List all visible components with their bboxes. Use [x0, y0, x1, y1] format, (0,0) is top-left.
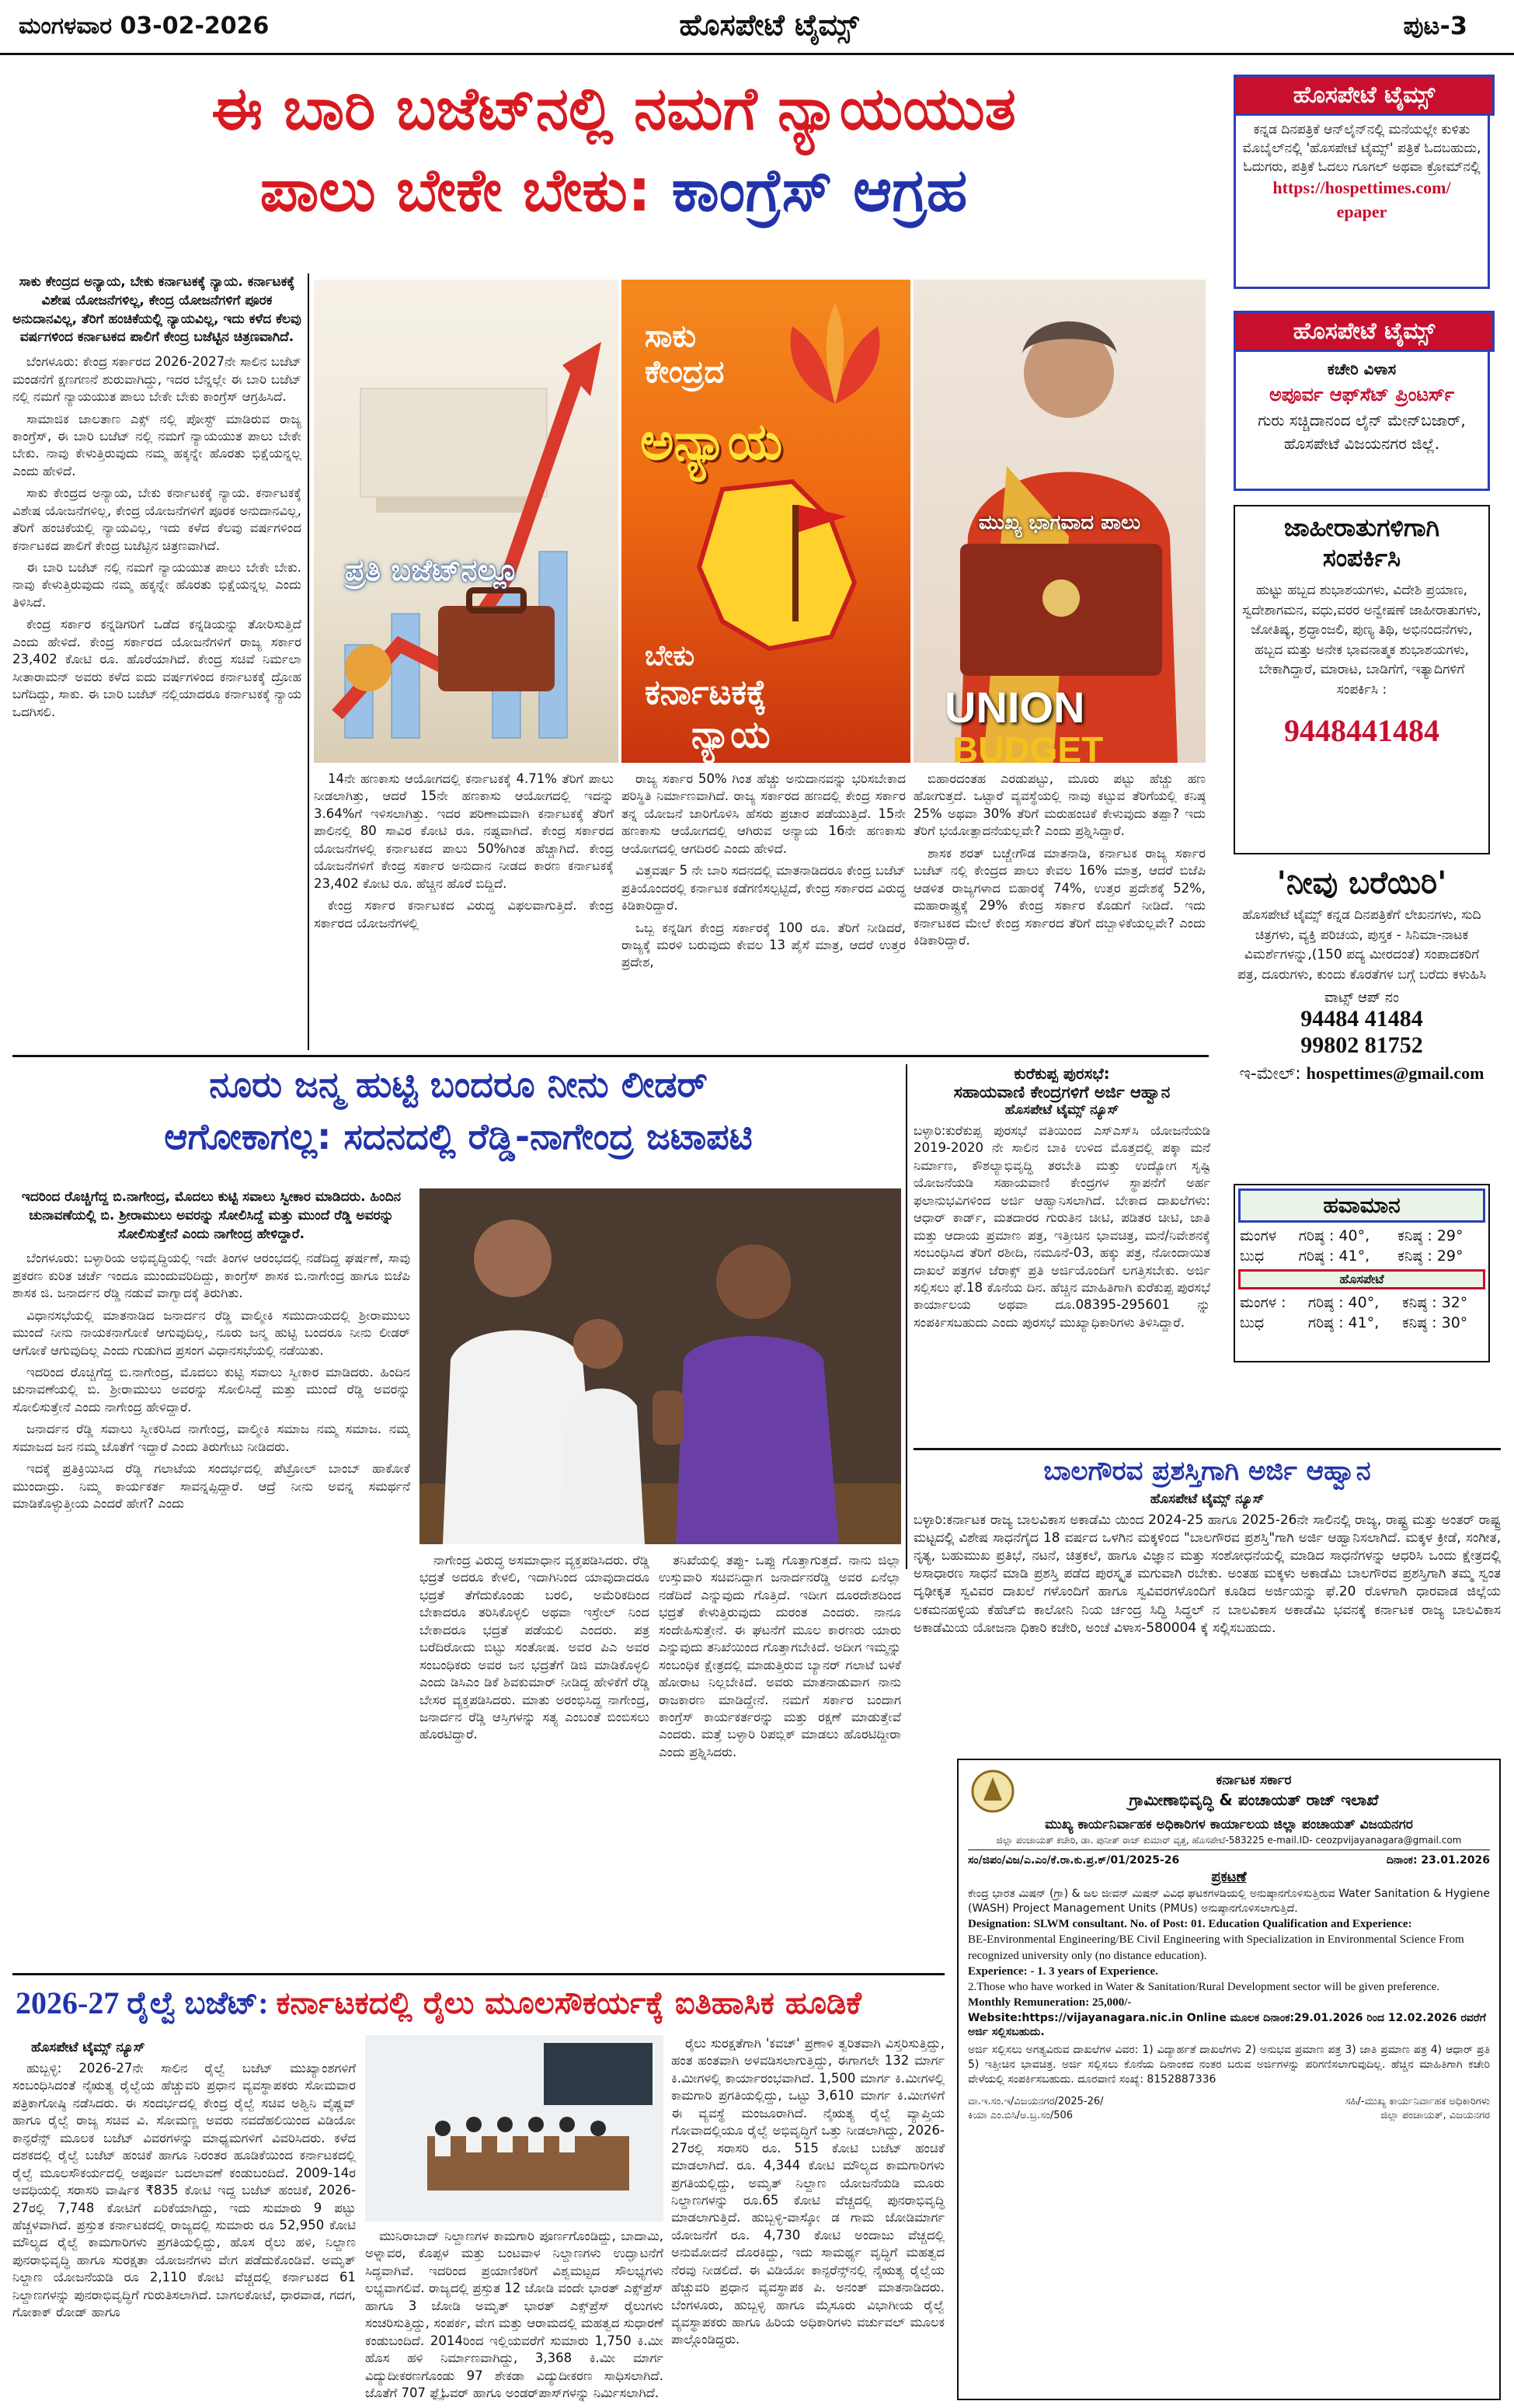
epaper-box: ಕನ್ನಡ ದಿನಪತ್ರಿಕೆ ಆನ್‌ಲೈನ್‌ನಲ್ಲಿ ಮನೆಯಲ್ಲೇ ಕುಳಿತು ಮೊಬೈಲ್‌ನಲ್ಲಿ 'ಹೊಸಪೇಟೆ ಟೈಮ್ಸ್' ಪತ್ರಿಕೆ ಓದಬಹುದು, ಓದುಗರು, ಪತ್ರಿಕೆ ಓದಲು ಗೂಗಲ್ ಅಥವಾ ಕ್ರೋಮ್‌ನಲ್ಲಿ https://hospettimes.com/ epaper: [1234, 113, 1490, 289]
sidebar-brand-2: ಹೊಸಪೇಟೆ ಟೈಮ್ಸ್: [1234, 311, 1495, 352]
story1-photo-poster: [621, 280, 910, 763]
ads-box: ಜಾಹೀರಾತುಗಳಿಗಾಗಿ ಸಂಪರ್ಕಿಸಿ ಹುಟ್ಟು ಹಬ್ಬದ ಶುಭಾಶಯಗಳು, ವಿದೇಶಿ ಪ್ರಯಾಣ, ಸ್ವದೇಶಾಗಮನ, ವಧು,ವರರ ಅನ್ವೇಷಣೆ ಜಾಹೀರಾತುಗಳು, ಜೋತಿಷ್ಯ, ಶ್ರದ್ಧಾಂಜಲಿ, ಪುಣ್ಯ ತಿಥಿ, ಅಭಿನಂದನೆಗಳು, ಹಬ್ಬದ ಮತ್ತು ಅನೇಕ ಭಾವನಾತ್ಮಕ ಶುಭಾಶಯಗಳು, ಬೇಕಾಗಿದ್ದಾರೆ, ಮಾರಾಟ, ಬಾಡಿಗೆಗೆ, ಇತ್ಯಾದಿಗಳಿಗೆ ಸಂಪರ್ಕಿಸಿ : 9448441484: [1234, 505, 1490, 854]
story1-col3: ರಾಜ್ಯ ಸರ್ಕಾರ 50% ಗಿಂತ ಹೆಚ್ಚು ಅನುದಾನವನ್ನು ಭರಿಸಬೇಕಾದ ಪರಿಸ್ಥಿತಿ ನಿರ್ಮಾಣವಾಗಿದೆ. ರಾಜ್ಯ ಸರ್ಕಾರದ ಹಣದಲ್ಲಿ ಕೇಂದ್ರ ಸರ್ಕಾರ ತನ್ನ ಯೋಜನೆ ಜಾರಿಗೊಳಿಸಿ ಹೆಸರು ಪ್ರಚಾರ ಪಡೆಯುತ್ತಿದೆ. 15ನೇ ಹಣಕಾಸು ಆಯೋಗದಲ್ಲಿ ಆಗಿರುವ ಅನ್ಯಾಯ 16ನೇ ಹಣಕಾಸು ಆಯೋಗದಲ್ಲಿ ಆಗದಿರಲಿ ಎಂದು ಹೇಳಿದೆ. ವಿತ್ತವರ್ಷ 5 ನೇ ಬಾರಿ ಸದನದಲ್ಲಿ ಮಾತನಾಡಿದರೂ ಕೇಂದ್ರ ಬಜೆಟ್ ಪ್ರತಿಯೊಂದರಲ್ಲಿ ಕರ್ನಾಟಕ ಕಡೆಗಣಿಸಲ್ಪಟ್ಟಿದೆ, ಕೇಂದ್ರ ಸರ್ಕಾರದ ವಿರುದ್ಧ ಕಿಡಿಕಾರಿದ್ದಾರೆ. ಒಬ್ಬ ಕನ್ನಡಿಗ ಕೇಂದ್ರ ಸರ್ಕಾರಕ್ಕೆ 100 ರೂ. ತೆರಿಗೆ ನೀಡಿದರೆ, ರಾಜ್ಯಕ್ಕೆ ಮರಳಿ ಬರುವುದು ಕೇವಲ 13 ಪೈಸೆ ಮಾತ್ರ, ಆದರೆ ಉತ್ತರ ಪ್ರದೇಶ,: [621, 771, 906, 970]
email-row: ಇ-ಮೇಲ್: hospettimes@gmail.com: [1239, 1063, 1484, 1084]
notice-website[interactable]: Website:https://vijayanagara.nic.in Online ಮೂಲಕ ದಿನಾಂಕ:29.01.2026 ರಿಂದ 12.02.2026 ರವರೆಗೆ ಅರ್ಜಿ ಸಲ್ಲಿಸಬಹುದು.: [968, 2011, 1486, 2039]
story1-col2: 14ನೇ ಹಣಕಾಸು ಆಯೋಗದಲ್ಲಿ ಕರ್ನಾಟಕಕ್ಕೆ 4.71% ತೆರಿಗೆ ಪಾಲು ನೀಡಲಾಗಿತ್ತು, ಆದರೆ 15ನೇ ಹಣಕಾಸು ಆಯೋಗದಲ್ಲಿ ಇದನ್ನು 3.64%ಗೆ ಇಳಿಸಲಾಗಿತ್ತು. ಇದರ ಪರಿಣಾಮವಾಗಿ ಕರ್ನಾಟಕಕ್ಕೆ ತೆರಿಗೆ ಪಾಲಿನಲ್ಲಿ 80 ಸಾವಿರ ಕೋಟಿ ರೂ. ನಷ್ಟವಾಗಿದೆ. ಕೇಂದ್ರ ಸರ್ಕಾರದ ಯೋಜನೆಗಳಲ್ಲಿ ಕರ್ನಾಟಕದ ಪಾಲು 50%ಗಿಂತ ಹೆಚ್ಚಾಗಿದೆ. ಕೇಂದ್ರ ಯೋಜನೆಗಳಿಗೆ ಕೇಂದ್ರ ಸರ್ಕಾರ ಅನುದಾನ ನೀಡದ ಕಾರಣ ಕರ್ನಾಟಕಕ್ಕೆ 23,402 ಕೋಟಿ ರೂ. ಹೆಚ್ಚಿನ ಹೊರೆ ಬಿದ್ದಿದೆ. ಕೇಂದ್ರ ಸರ್ಕಾರ ಕರ್ನಾಟಕದ ವಿರುದ್ಧ ವಿಫಲವಾಗುತ್ತಿದೆ. ಕೇಂದ್ರ ಸರ್ಕಾರದ ಯೋಜನೆಗಳಲ್ಲಿ: [314, 771, 614, 931]
weather-title: ಹವಾಮಾನ: [1238, 1188, 1485, 1223]
story1-photo-budget-chart: [314, 280, 618, 763]
story2-col3: ತನಿಖೆಯಲ್ಲಿ ತಪ್ಪು- ಒಪ್ಪು ಗೊತ್ತಾಗುತ್ತದೆ. ನಾನು ಜಿಲ್ಲಾ ಉಸ್ತುವಾರಿ ಸಚಿವನಿದ್ದಾಗ ಜನಾರ್ದನರೆಡ್ಡಿ ಅವರ ಏನೆಲ್ಲಾ ನಡೆದಿದೆ ಎನ್ನುವುದು ಗೊತ್ತಿದೆ. ಇದೀಗ ದೂರದೇಶದಿಂದ ಭದ್ರತೆ ಕೇಳುತ್ತಿರುವುದು ದುರಂತ ಎಂದರು. ನಾನೂ ಸಂದೇಹಿಸುತ್ತೇನೆ. ಈ ಘಟನೆಗೆ ಮೂಲ ಕಾರಣರು ಯಾರು ಎನ್ನುವುದು ತನಿಖೆಯಿಂದ ಗೊತ್ತಾಗಬೇಕಿದೆ. ಅದೀಗ ಇಮ್ಮನ್ನು ಸಂಬಂಧಿಕ ಕ್ಷೇತ್ರದಲ್ಲಿ ಮಾಡುತ್ತಿರುವ ಬ್ಯಾನರ್ ಗಲಾಟೆ ಬಳಕೆ ಹೋರಾಟ ನಿಲ್ಲಬೇಕಿದೆ. ಅವರು ಮಾತನಾಡುವಾಗ ನಾನು ರಾಜಕಾರಣ ಮಾಡಿದ್ದೇನೆ. ನಮಗೆ ಸರ್ಕಾರ ಬಂದಾಗ ಕಾಂಗ್ರೆಸ್ ಕಾರ್ಯಕರ್ತರನ್ನು ಮತ್ತು ರಕ್ಷಣೆ ಮಾಡುತ್ತೇವೆ ಎಂದರು. ಮತ್ತೆ ಬಳ್ಳಾರಿ ರಿಪಬ್ಲಿಕ್ ಮಾಡಲು ಹೊರಟಿದ್ದೀರಾ ಎಂದು ಪ್ರಶ್ನಿಸಿದರು.: [659, 1553, 901, 1759]
poster2-bottom1: ಬೇಕು: [645, 640, 695, 672]
story1-headline-line2: ಪಾಲು ಬೇಕೇ ಬೇಕು: ಕಾಂಗ್ರೆಸ್ ಆಗ್ರಹ: [259, 155, 968, 225]
ads-phone[interactable]: 9448441484: [1284, 713, 1439, 748]
story5-headline[interactable]: ಬಾಲಗೌರವ ಪ್ರಶಸ್ತಿಗಾಗಿ ಅರ್ಜಿ ಆಹ್ವಾನ: [1043, 1456, 1371, 1487]
story3-col3: ರೈಲು ಸುರಕ್ಷತೆಗಾಗಿ 'ಕವಚ್' ಪ್ರಣಾಳಿ ತ್ವರಿತವಾಗಿ ವಿಸ್ತರಿಸುತ್ತಿದ್ದು, ಹಂತ ಹಂತವಾಗಿ ಅಳವಡಿಸಲಾಗುತ್ತಿದ್ದು, ಈಗಾಗಲೇ 132 ಮಾರ್ಗ ಕಿ.ಮೀಗಳಲ್ಲಿ ಕಾರ್ಯಾರಂಭವಾಗಿದೆ. 1,500 ಮಾರ್ಗ ಕಿ.ಮೀಗಳಲ್ಲಿ ಕಾಮಗಾರಿ ಪ್ರಗತಿಯಲ್ಲಿದ್ದು, ಒಟ್ಟು 3,610 ಮಾರ್ಗ ಕಿ.ಮೀಗಳಿಗೆ ಈ ವ್ಯವಸ್ಥೆ ಮಂಜೂರಾಗಿದೆ. ನೈಋತ್ಯ ರೈಲ್ವೆ ವ್ಯಾಪ್ತಿಯ ಗೋವಾದಲ್ಲಿಯೂ ರೈಲ್ವೆ ಅಭಿವೃದ್ಧಿಗೆ ಒತ್ತು ನೀಡಲಾಗಿದ್ದು, 2026-27ರಲ್ಲಿ ಸರಾಸರಿ ರೂ. 515 ಕೋಟಿ ಬಜೆಟ್ ಹಂಚಿಕೆ ಮಾಡಲಾಗಿದೆ. ರೂ. 4,344 ಕೋಟಿ ಮೌಲ್ಯದ ಕಾಮಗಾರಿಗಳು ಪ್ರಗತಿಯಲ್ಲಿದ್ದು, ಅಮೃತ್ ನಿಲ್ದಾಣ ಯೋಜನೆಯಡಿ ಮೂರು ನಿಲ್ದಾಣಗಳನ್ನು ರೂ.65 ಕೋಟಿ ವೆಚ್ಚದಲ್ಲಿ ಪುನರಾಭಿವೃದ್ಧಿ ಮಾಡಲಾಗುತ್ತಿದೆ. ಹುಬ್ಬಳ್ಳಿ-ವಾಸ್ಕೋ ಡ ಗಾಮ ಜೋಡಿಮಾರ್ಗ ಯೋಜನೆಗೆ ರೂ. 4,730 ಕೋಟಿ ಅಂದಾಜು ವೆಚ್ಚದಲ್ಲಿ ಅನುಮೋದನೆ ದೊರಕಿದ್ದು, ಇದು ಸಾಮರ್ಥ್ಯ ವೃದ್ಧಿಗೆ ಮಹತ್ವದ ನೆರವು ನೀಡಲಿದೆ. ಈ ವಿಡಿಯೋ ಕಾನ್ಫರೆನ್ಸ್‌ನಲ್ಲಿ ನೈಋತ್ಯ ರೈಲ್ವೆಯ ಹೆಚ್ಚುವರಿ ಪ್ರಧಾನ ವ್ಯವಸ್ಥಾಪಕ ಪಿ. ಅನಂತ್ ಮಾತನಾಡಿದರು. ಬೆಂಗಳೂರು, ಹುಬ್ಬಳ್ಳಿ ಹಾಗೂ ಮೈಸೂರು ವಿಭಾಗೀಯ ರೈಲ್ವೆ ವ್ಯವಸ್ಥಾಪಕರು ಹಾಗೂ ಹಿರಿಯ ಅಧಿಕಾರಿಗಳು ವರ್ಚುವಲ್ ಮೂಲಕ ಪಾಲ್ಗೊಂಡಿದ್ದರು.: [671, 2036, 945, 2347]
video-conference-photo: [365, 2035, 663, 2222]
story3-headline[interactable]: 2026-27 ರೈಲ್ವೆ ಬಜೆಟ್: ಕರ್ನಾಟಕದಲ್ಲಿ ರೈಲು ಮೂಲಸೌಕರ್ಯಕ್ಕೆ ಐತಿಹಾಸಿಕ ಹೂಡಿಕೆ: [16, 1985, 861, 2021]
phone-1[interactable]: 94484 41484: [1300, 1006, 1423, 1032]
story2-col2: ನಾಗೇಂದ್ರ ವಿರುದ್ಧ ಅಸಮಾಧಾನ ವ್ಯಕ್ತಪಡಿಸಿದರು. ರೆಡ್ಡಿ ಭದ್ರತೆ ಅದರೂ ಕೇಳಲಿ, ಇದಾಗಿನಿಂದ ಯಾವುದಾದರೂ ಭದ್ರತೆ ತೆಗೆದುಕೊಂಡು ಬರಲಿ, ಅಮೆರಿಕದಿಂದ ಬೇಕಾದರೂ ತರಿಸಿಕೊಳ್ಳಲಿ ಅಥವಾ ಇಸ್ರೇಲ್ ನಿಂದ ಬೇಕಾದರೂ ಭದ್ರತೆ ಪಡೆಯಲಿ ಎಂದರು. ಪತ್ರ ಬರೆದಿರೋದು ಬಿಟ್ಟು ಸಂತೋಷ. ಅವರ ಪಿಎ ಅವರ ಸಂಬಂಧಿಕರು ಅವರ ಜನ ಭದ್ರತೆಗೆ ಡಿಜಿ ಮಾಡಿಕೊಳ್ಳಲಿ ಎಂದು ಡಿಸಿಎಂ ಡಿಕೆ ಶಿವಕುಮಾರ್ ನೀಡಿದ್ದ ಹೇಳಿಕೆಗೆ ರೆಡ್ಡಿ ಬೇಸರ ವ್ಯಕ್ತಪಡಿಸಿದರು. ಮಾತು ಅರಂಭಿಸಿದ್ದ ನಾಗೇಂದ್ರ, ಜನಾರ್ದನ ರೆಡ್ಡಿ ಆಸ್ತಿಗಳನ್ನು ಸತ್ಯ ಎಂಬಂತೆ ಬಿಂಬಿಸಲು ಹೊರಟಿದ್ದಾರೆ.: [419, 1553, 649, 1742]
story5: ಬಾಲಗೌರವ ಪ್ರಶಸ್ತಿಗಾಗಿ ಅರ್ಜಿ ಆಹ್ವಾನ ಹೊಸಪೇಟೆ ಟೈಮ್ಸ್ ನ್ಯೂಸ್ ಬಳ್ಳಾರಿ:ಕರ್ನಾಟಕ ರಾಜ್ಯ ಬಾಲವಿಕಾಸ ಅಕಾಡೆಮಿ ಯಿಂದ 2024-25 ಹಾಗೂ 2025-26ನೇ ಸಾಲಿನಲ್ಲಿ ರಾಜ್ಯ, ರಾಷ್ಟ್ರ ಮತ್ತು ಅಂತರ್ ರಾಷ್ಟ್ರ ಮಟ್ಟದಲ್ಲಿ ವಿಶೇಷ ಸಾಧನೆಗೈದ 18 ವರ್ಷದ ಒಳಗಿನ ಮಕ್ಕಳಿಂದ "ಬಾಲಗೌರವ ಪ್ರಶಸ್ತಿ"ಗಾಗಿ ಅರ್ಜಿ ಆಹ್ವಾನಿಸಲಾಗಿದೆ. ಮಕ್ಕಳ ಕ್ರೀಡೆ, ಸಂಗೀತ, ನೃತ್ಯ, ಬಹುಮುಖ ಪ್ರತಿಭೆ, ನಟನೆ, ಚಿತ್ರಕಲೆ, ಹಾಗೂ ವಿಜ್ಞಾನ ಮತ್ತು ಸಂಶೋಧನೆಯಲ್ಲಿ ಮಾಡಿದ ಸಾಧನೆಗಳನ್ನು ಆಧರಿಸಿ ಒಂದು ಕ್ಷೇತ್ರದಲ್ಲಿ ಅಸಾಧಾರಣ ಸಾಧನೆ ಮಾಡಿ ಪ್ರಶಸ್ತಿ ಪಡೆದ ಪುರಸ್ಕೃತ ಮಗುವಾಗಿ ರಬೇಕು. ಅಂತಹ ಮಕ್ಕಳು ಅಕಾಡೆಮಿ ಬಾಲಗೌರವ ಪ್ರಶಸ್ತಿಗಾಗಿ ತಮ್ಮ ಸ್ವಂತ ದೃಢೀಕೃತ ಸ್ವವಿವರ ದಾಖಲೆ ಗಳೊಂದಿಗೆ ಹಾಗೂ ಸ್ವವಿವರಗಳೊಂದಿಗೆ ಕೂಡಿದ ಅರ್ಜಿಯನ್ನು ಫೆ.20 ರೊಳಗಾಗಿ ಧಾರವಾಡ ಜಿಲ್ಲೆಯ ಲಕಮನಹಳ್ಳಿಯ ಕೆಹೆಚ್‌ಬಿ ಕಾಲೋನಿ ನಿಯ ರ್ಚಂದ್ರ ಸಿದ್ಧಿ ಸಿದ್ಧಲ್ ನ ಬಾಲವಿಕಾಸ ಅಕಾಡೆಮಿ ಭವನಕ್ಕೆ ಕರ್ನಾಟಕ ರಾಜ್ಯ ಬಾಲವಿಕಾಸ ಅಕಾಡೆಮಿಯ ಯೋಜನಾ ಧಿಕಾರಿ ಕಚೇರಿ, ಅಂಚೆ ವಿಳಾಸ-580004 ಕ್ಕೆ ಸಲ್ಲಿಸಬಹುದು.: [914, 1456, 1501, 1636]
story2-col1: ಇದರಿಂದ ರೊಚ್ಚಿಗೆದ್ದ ಬಿ.ನಾಗೇಂದ್ರ, ಮೊದಲು ಕುಟ್ಟಿ ಸವಾಲು ಸ್ವೀಕಾರ ಮಾಡಿದರು. ಹಿಂದಿನ ಚುನಾವಣೆಯಲ್ಲಿ ಬಿ. ಶ್ರೀರಾಮುಲು ಅವರನ್ನು ಸೋಲಿಸಿದ್ದೆ ಮತ್ತು ಮುಂದೆ ರೆಡ್ಡಿ ಅವರನ್ನು ಸೋಲಿಸುತ್ತೇನೆ ಎಂದು ನಾಗೇಂದ್ರ ಹೇಳಿದ್ದಾರೆ. ಬೆಂಗಳೂರು: ಬಳ್ಳಾರಿಯ ಅಭಿವೃದ್ಧಿಯಲ್ಲಿ ಇದೇ ತಿಂಗಳ ಆರಂಭದಲ್ಲಿ ನಡೆದಿದ್ದ ಘರ್ಷಣೆ, ಸಾವು ಪ್ರಕರಣ ಕುರಿತ ಚರ್ಚೆ ಇಂದೂ ಮುಂದುವರಿದಿದ್ದು, ಕಾಂಗ್ರೆಸ್ ಶಾಸಕ ಬಿ.ನಾಗೇಂದ್ರ ಹಾಗೂ ಬಿಜೆಪಿ ಶಾಸಕ ಜಿ. ಜನಾರ್ದನ ರೆಡ್ಡಿ ನಡುವೆ ವಾಗ್ವಾದಕ್ಕೆ ತಿರುಗಿತು. ವಿಧಾನಸಭೆಯಲ್ಲಿ ಮಾತನಾಡಿದ ಜನಾರ್ದನ ರೆಡ್ಡಿ ವಾಲ್ಮೀಕಿ ಸಮುದಾಯದಲ್ಲಿ ಶ್ರೀರಾಮುಲು ಮುಂದೆ ನೀನು ನಾಯಕನಾಗೋಕೆ ಆಗುವುದಿಲ್ಲ, ನೂರು ಜನ್ಮ ಹುಟ್ಟಿ ಬಂದರೂ ನೀನು ಲೀಡರ್ ಆಗೋಕೆ ಆಗುವುದಿಲ್ಲ ಎಂದು ಗುಡುಗಿದ ಪ್ರಸಂಗ ವಿಧಾನಸಭೆಯಲ್ಲಿ ನಡೆಯಿತು. ಇದರಿಂದ ರೊಚ್ಚಿಗೆದ್ದ ಬಿ.ನಾಗೇಂದ್ರ, ಮೊದಲು ಕುಟ್ಟಿ ಸವಾಲು ಸ್ವೀಕಾರ ಮಾಡಿದರು. ಹಿಂದಿನ ಚುನಾವಣೆಯಲ್ಲಿ ಬಿ. ಶ್ರೀರಾಮುಲು ಅವರನ್ನು ಸೋಲಿಸಿದ್ದೆ ಮತ್ತು ಮುಂದೆ ರೆಡ್ಡಿ ಅವರನ್ನು ಸೋಲಿಸುತ್ತೇನೆ ಎಂದು ನಾಗೇಂದ್ರ ಹೇಳಿದ್ದಾರೆ. ಜನಾರ್ದನ ರೆಡ್ಡಿ ಸವಾಲು ಸ್ವೀಕರಿಸಿದ ನಾಗೇಂದ್ರ, ವಾಲ್ಮೀಕಿ ಸಮಾಜ ನಮ್ಮ ಸಮಾಜ. ನಮ್ಮ ಸಮಾಜದ ಜನ ನಮ್ಮ ಜೊತೆಗೆ ಇದ್ದಾರೆ ಎಂದು ತಿರುಗೇಟು ನೀಡಿದರು. ಇದಕ್ಕೆ ಪ್ರತಿಕ್ರಿಯಿಸಿದ ರೆಡ್ಡಿ ಗಲಾಟೆಯ ಸಂದರ್ಭದಲ್ಲಿ ಪೆಟ್ರೋಲ್ ಬಾಂಬ್ ಹಾಕೋಕೆ ಮುಂದಾದ್ರು. ನಿಮ್ಮ ಕಾರ್ಯಕರ್ತ ಸಾವನ್ನಪ್ಪಿದ್ದಾರೆ. ಆದ್ರೆ ನೀನು ಅವನ್ನ ಸಮರ್ಥನೆ ಮಾಡಿಕೊಳ್ಳುತ್ತೀಯ ಎಂದರೆ ಹೇಗೆ? ಎಂದು: [12, 1189, 410, 1512]
story2-headline[interactable]: ನೂರು ಜನ್ಮ ಹುಟ್ಟಿ ಬಂದರೂ ನೀನು ಲೀಡರ್ ಆಗೋಕಾಗಲ್ಲ: ಸದನದಲ್ಲಿ ರೆಡ್ಡಿ-ನಾಗೇಂದ್ರ ಜಟಾಪಟಿ: [164, 1063, 753, 1157]
karnataka-map-icon: [676, 474, 870, 652]
phone-2[interactable]: 99802 81752: [1300, 1032, 1423, 1058]
poster2-bottom3: ನ್ಯಾಯ: [691, 713, 771, 757]
story4: ಕುರೆಕುಪ್ಪ ಪುರಸಭೆ: ಸಹಾಯವಾಣಿ ಕೇಂದ್ರಗಳಿಗೆ ಅರ್ಜಿ ಆಹ್ವಾನ ಹೊಸಪೇಟೆ ಟೈಮ್ಸ್ ನ್ಯೂಸ್ ಬಳ್ಳಾರಿ:ಕುರೆಕುಪ್ಪ ಪುರಸಭೆ ವತಿಯಿಂದ ಎಸ್‌ಎಸ್‌ಸಿ ಯೋಜನೆಯಡಿ 2019-2020 ನೇ ಸಾಲಿನ ಬಾಕಿ ಉಳಿದ ಮೊತ್ತದಲ್ಲಿ ಪಕ್ಕಾ ಮನೆ ನಿರ್ಮಾಣ, ಕೌಶಲ್ಯಾಭಿವೃದ್ಧಿ ತರಬೇತಿ ಮತ್ತು ಉದ್ಯೋಗ ಸೃಷ್ಟಿ ಯೋಜನೆಯಡಿ ಸಹಾಯವಾಣಿ ಕೇಂದ್ರಗಳ ಸ್ಥಾಪನೆಗೆ ಅರ್ಹ ಫಲಾನುಭವಿಗಳಿಂದ ಅರ್ಜಿ ಆಹ್ವಾನಿಸಲಾಗಿದೆ. ಬೇಕಾದ ದಾಖಲೆಗಳು: ಆಧಾರ್ ಕಾರ್ಡ್, ಮತದಾರರ ಗುರುತಿನ ಚೀಟಿ, ಪಡಿತರ ಚೀಟಿ, ಜಾತಿ ಮತ್ತು ಆದಾಯ ಪ್ರಮಾಣ ಪತ್ರ, ಇತ್ತೀಚಿನ ಭಾವಚಿತ್ರ, ಮನೆ/ನಿವೇಶನಕ್ಕೆ ಸಂಬಂಧಿಸಿದ ತೆರಿಗೆ ರಶೀದಿ, ನಮೂನೆ-03, ಹಕ್ಕು ಪತ್ರ, ನೋಂದಾಯಿತ ದಾಖಲೆ ಪತ್ರಗಳ ಜೆರಾಕ್ಸ್ ಪ್ರತಿ ಅರ್ಜಿಯೊಂದಿಗೆ ಲಗತ್ತಿಸಬೇಕು. ಅರ್ಜಿ ಸಲ್ಲಿಸಲು ಫೆ.18 ಕೊನೆಯ ದಿನ. ಹೆಚ್ಚಿನ ಮಾಹಿತಿಗಾಗಿ ಕುರೆಕುಪ್ಪ ಪುರಸಭೆ ಕಾರ್ಯಾಲಯ ಅಥವಾ ದೂ.08395-295601 ನ್ನು ಸಂಪರ್ಕಿಸಬಹುದು ಎಂದು ಪುರಸಭೆ ಮುಖ್ಯಾಧಿಕಾರಿಗಳು ತಿಳಿಸಿದ್ದಾರೆ.: [914, 1064, 1210, 1330]
poster3-budget: BUDGET: [952, 729, 1104, 763]
story1-headline-line1: ಈ ಬಾರಿ ಬಜೆಟ್‌ನಲ್ಲಿ ನಮಗೆ ನ್ಯಾಯಯುತ: [211, 74, 1016, 143]
assembly-photo: [419, 1188, 901, 1544]
story1-headline[interactable]: [16, 75, 1212, 224]
poster2-mid: ಅನ್ಯಾಯ: [640, 412, 783, 472]
story4-headline[interactable]: ಸಹಾಯವಾಣಿ ಕೇಂದ್ರಗಳಿಗೆ ಅರ್ಜಿ ಆಹ್ವಾನ: [953, 1083, 1171, 1101]
story3-col2: ಮುನಿರಾಬಾದ್ ನಿಲ್ದಾಣಗಳ ಕಾಮಗಾರಿ ಪೂರ್ಣಗೊಂಡಿದ್ದು, ಬಾದಾಮಿ, ಅಳ್ನಾವರ, ಕೊಪ್ಪಳ ಮತ್ತು ಬಂಟವಾಳ ನಿಲ್ದಾಣಗಳು ಉದ್ಘಾಟನೆಗೆ ಸಿದ್ಧವಾಗಿವೆ. ಇದರಿಂದ ಪ್ರಯಾಣಿಕರಿಗೆ ವಿಶ್ವಮಟ್ಟದ ಸೌಲಭ್ಯಗಳು ಲಭ್ಯವಾಗಲಿವೆ. ರಾಜ್ಯದಲ್ಲಿ ಪ್ರಸ್ತುತ 12 ಜೋಡಿ ವಂದೇ ಭಾರತ್ ಎಕ್ಸ್‌ಪ್ರೆಸ್ ಹಾಗೂ 3 ಜೋಡಿ ಅಮೃತ್ ಭಾರತ್ ಎಕ್ಸ್‌ಪ್ರೆಸ್ ರೈಲುಗಳು ಸಂಚರಿಸುತ್ತಿದ್ದು, ಸಂಪರ್ಕ, ವೇಗ ಮತ್ತು ಆರಾಮದಲ್ಲಿ ಮಹತ್ವದ ಸುಧಾರಣೆ ಕಂಡುಬಂದಿದೆ. 2014ರಿಂದ ಇಲ್ಲಿಯವರೆಗೆ ಸುಮಾರು 1,750 ಕಿ.ಮೀ ಹೊಸ ಹಳಿ ನಿರ್ಮಾಣವಾಗಿದ್ದು, 3,368 ಕಿ.ಮೀ ಮಾರ್ಗ ವಿದ್ಯುದೀಕರಣಗೊಂಡು 97 ಶೇಕಡಾ ವಿದ್ಯುದೀಕರಣ ಸಾಧಿಸಲಾಗಿದೆ. ಜೊತೆಗೆ 707 ಫ್ಲೈಓವರ್ ಹಾಗೂ ಅಂಡರ್‌ಪಾಸ್‌ಗಳನ್ನು ನಿರ್ಮಿಸಲಾಗಿದೆ.: [365, 2229, 663, 2400]
poster3-union: UNION: [945, 683, 1085, 732]
weather-table-1: ಮಂಗಳ ಗರಿಷ್ಠ : 40°, ಕನಿಷ್ಠ : 29° ಬುಧ ಗರಿಷ್ಠ : 41°, ಕನಿಷ್ಠ : 29°: [1240, 1227, 1464, 1265]
email-link[interactable]: hospettimes@gmail.com: [1306, 1063, 1484, 1083]
story3-col1: ಹುಬ್ಬಳ್ಳಿ: 2026-27ನೇ ಸಾಲಿನ ರೈಲ್ವೆ ಬಜೆಟ್ ಮುಖ್ಯಾಂಶಗಳಿಗೆ ಸಂಬಂಧಿಸಿದಂತೆ ನೈಋತ್ಯ ರೈಲ್ವೆಯ ಹೆಚ್ಚುವರಿ ಪ್ರಧಾನ ವ್ಯವಸ್ಥಾಪಕರು ಸೋಮವಾರ ಪತ್ರಿಕಾಗೋಷ್ಠಿ ನಡೆಸಿದರು. ಈ ಸಂದರ್ಭದಲ್ಲಿ ಕೇಂದ್ರ ರೈಲ್ವೆ ಸಚಿವ ಅಶ್ವಿನಿ ವೈಷ್ಣವ್ ಹಾಗೂ ರೈಲ್ವೆ ರಾಜ್ಯ ಸಚಿವ ವಿ. ಸೋಮಣ್ಣ ಅವರು ನವದೆಹಲಿಯಿಂದ ವಿಡಿಯೋ ಕಾನ್ಫರೆನ್ಸ್ ಮೂಲಕ ಬಜೆಟ್ ವಿವರಗಳನ್ನು ಮಾಧ್ಯಮಗಳಿಗೆ ವಿವರಿಸಿದರು. ಕಳೆದ ದಶಕದಲ್ಲಿ ರೈಲ್ವೆ ಬಜೆಟ್ ಹಂಚಿಕೆ ಹಾಗೂ ನಿರಂತರ ಹೂಡಿಕೆಯಿಂದ ಕರ್ನಾಟಕದಲ್ಲಿ ರೈಲ್ವೆ ಮೂಲಸೌಕರ್ಯದಲ್ಲಿ ಅಪೂರ್ವ ಬದಲಾವಣೆ ಕಂಡುಬಂದಿದೆ. 2009-14ರ ಅವಧಿಯಲ್ಲಿ ಸರಾಸರಿ ವಾರ್ಷಿಕ ₹835 ಕೋಟಿ ಇದ್ದ ಬಜೆಟ್ ಹಂಚಿಕೆ, 2026-27ರಲ್ಲಿ 7,748 ಕೋಟಿಗೆ ಏರಿಕೆಯಾಗಿದ್ದು, ಇದು ಸುಮಾರು 9 ಪಟ್ಟು ಹೆಚ್ಚಳವಾಗಿದೆ. ಪ್ರಸ್ತುತ ಕರ್ನಾಟಕದಲ್ಲಿ ರಾಜ್ಯದಲ್ಲಿ ಸುಮಾರು ರೂ 52,950 ಕೋಟಿ ಮೌಲ್ಯದ ರೈಲ್ವೆ ಕಾಮಗಾರಿಗಳು ಪ್ರಗತಿಯಲ್ಲಿದ್ದು, ಹೊಸ ರೈಲು ಹಳಿ, ನಿಲ್ದಾಣ ಪುನರಾಭಿವೃದ್ಧಿ ಹಾಗೂ ಸುರಕ್ಷತಾ ಯೋಜನೆಗಳು ವೇಗ ಪಡೆದುಕೊಂಡಿವೆ. ಅಮೃತ್ ನಿಲ್ದಾಣ ಯೋಜನೆಯಡಿ ರೂ 2,110 ಕೋಟಿ ವೆಚ್ಚದಲ್ಲಿ ಕರ್ನಾಟಕದ 61 ನಿಲ್ದಾಣಗಳನ್ನು ಪುನರಾಭಿವೃದ್ಧಿಗೆ ಗುರುತಿಸಲಾಗಿದೆ. ಬಾಗಲಕೋಟೆ, ಧಾರವಾಡ, ಗದಗ, ಗೋಕಾಕ್ ರೋಡ್ ಹಾಗೂ: [12, 2061, 356, 2320]
chart-arrow-illustration: [314, 280, 618, 763]
poster2-top: ಸಾಕು ಕೇಂದ್ರದ: [645, 318, 725, 390]
story3-photo-video-conference: [365, 2035, 663, 2222]
sidebar-brand-1: ಹೊಸಪೇಟೆ ಟೈಮ್ಸ್: [1234, 75, 1495, 116]
weather-place: ಹೊಸಪೇಟೆ: [1238, 1269, 1485, 1289]
poster3-text: ಮುಖ್ಯ ಭಾಗವಾದ ಪಾಲು: [978, 511, 1141, 534]
poster2-bottom2: ಕರ್ನಾಟಕಕ್ಕೆ: [645, 673, 767, 712]
story2-photo-assembly: [419, 1188, 901, 1544]
epaper-link[interactable]: https://hospettimes.com/: [1272, 178, 1451, 198]
office-box: ಕಚೇರಿ ವಿಳಾಸ ಅಪೂರ್ವ ಆಫ್‌ಸೆಟ್ ಪ್ರಿಂಟರ್ಸ್ ಗುರು ಸಚ್ಚಿದಾನಂದ ಲೈನ್ ಮೇನ್‌ಬಜಾರ್, ಹೊಸಪೇಟೆ ವಿಜಯನಗರ ಜಿಲ್ಲೆ.: [1234, 351, 1490, 491]
masthead: [0, 0, 1514, 55]
write-box: 'ನೀವು ಬರೆಯಿರಿ' ಹೊಸಪೇಟೆ ಟೈಮ್ಸ್ ಕನ್ನಡ ದಿನಪತ್ರಿಕೆಗೆ ಲೇಖನಗಳು, ಸುದಿ ಚಿತ್ರಗಳು, ವ್ಯಕ್ತಿ ಪರಿಚಯ, ಪುಸ್ತಕ - ಸಿನಿಮಾ-ನಾಟಕ ವಿಮರ್ಶೆಗಳನ್ನು,(150 ಪದ್ಯ ಮೀರದಂತೆ) ಸಂಪಾದಕರಿಗೆ ಪತ್ರ, ದೂರುಗಳು, ಕುಂದು ಕೊರತೆಗಳ ಬಗ್ಗೆ ಬರೆದು ಕಳುಹಿಸಿ ವಾಟ್ಸ್ ಆಪ್ ನಂ 94484 41484 99802 81752 ಇ-ಮೇಲ್: hospettimes@gmail.com: [1234, 865, 1490, 1176]
lotus-icon: [769, 295, 901, 412]
issue-date: ಮಂಗಳವಾರ 03-02-2026: [19, 12, 270, 40]
story1-col4: ಬಿಹಾರದಂತಹ ಎರಡುಪಟ್ಟು, ಮೂರು ಪಟ್ಟು ಹೆಚ್ಚು ಹಣ ಹೋಗುತ್ತದೆ. ಒಟ್ಟಾರೆ ವ್ಯವಸ್ಥೆಯಲ್ಲಿ ನಾವು ಕಟ್ಟುವ ತೆರಿಗೆಯಲ್ಲಿ ಕನಿಷ್ಠ 25% ಅಥವಾ 30% ತೆರಿಗೆ ಮರುಹಂಚಿಕೆ ಕೇಳುವುದು ತಪ್ಪಾ? ಇದು ತೆರಿಗೆ ಭಯೋತ್ಪಾದನೆಯಲ್ಲವೇ? ಎಂದು ಪ್ರಶ್ನಿಸಿದ್ದಾರೆ. ಶಾಸಕ ಶರತ್ ಬಚ್ಚೇಗೌಡ ಮಾತನಾಡಿ, ಕರ್ನಾಟಕ ರಾಜ್ಯ ಸರ್ಕಾರ ಬಜೆಟ್ ನಲ್ಲಿ ಕೇಂದ್ರದ ಪಾಲು ಕೇವಲ 16% ಮಾತ್ರ, ಆದರೆ ಬಿಜೆಪಿ ಆಡಳಿತ ರಾಜ್ಯಗಳಾದ ಬಿಹಾರಕ್ಕೆ 74%, ಉತ್ತರ ಪ್ರದೇಶಕ್ಕೆ 52%, ಮಹಾರಾಷ್ಟ್ರಕ್ಕೆ 29% ಕೇಂದ್ರ ಸರ್ಕಾರ ಕೊಡುಗೆ ನೀಡಿದೆ. ಇದು ಕರ್ನಾಟಕದ ಮೇಲೆ ಕೇಂದ್ರ ಸರ್ಕಾರದ ತೆರಿಗೆ ದಬ್ಬಾಳಿಕೆಯಲ್ಲವೇ? ಎಂದು ಕಿಡಿಕಾರಿದ್ದಾರೆ.: [914, 771, 1206, 948]
story1-photo-finance-minister: [914, 280, 1206, 763]
story1-col1: ಸಾಕು ಕೇಂದ್ರದ ಅನ್ಯಾಯ, ಬೇಕು ಕರ್ನಾಟಕಕ್ಕೆ ನ್ಯಾಯ. ಕರ್ನಾಟಕಕ್ಕೆ ವಿಶೇಷ ಯೋಜನೆಗಳಿಲ್ಲ, ಕೇಂದ್ರ ಯೋಜನೆಗಳಿಗೆ ಪೂರಕ ಅನುದಾನವಿಲ್ಲ, ತೆರಿಗೆ ಹಂಚಿಕೆಯಲ್ಲಿ ನ್ಯಾಯವಿಲ್ಲ, ಇದು ಕಳೆದ ಕೆಲವು ವರ್ಷಗಳಿಂದ ಕರ್ನಾಟಕದ ಪಾಲಿಗೆ ಕೇಂದ್ರ ಬಜೆಟ್ಟಿನ ಚಿತ್ರಣವಾಗಿದೆ. ಬೆಂಗಳೂರು: ಕೇಂದ್ರ ಸರ್ಕಾರದ 2026-2027ನೇ ಸಾಲಿನ ಬಜೆಟ್ ಮಂಡನೆಗೆ ಕ್ಷಣಗಣನೆ ಶುರುವಾಗಿದ್ದು, ಇದರ ಬೆನ್ನಲ್ಲೇ ಈ ಬಾರಿ ಬಜೆಟ್ ನಲ್ಲಿ ನಮಗೆ ನ್ಯಾಯಯುತ ಪಾಲು ಬೇಕೇ ಬೇಕು ಕಾಂಗ್ರೆಸ್ ಆಗ್ರಹಿಸಿದೆ. ಸಾಮಾಜಿಕ ಜಾಲತಾಣ ಎಕ್ಸ್ ನಲ್ಲಿ ಪೋಸ್ಟ್ ಮಾಡಿರುವ ರಾಜ್ಯ ಕಾಂಗ್ರೆಸ್, ಈ ಬಾರಿ ಬಜೆಟ್ ನಲ್ಲಿ ನಮಗೆ ನ್ಯಾಯಯುತ ಪಾಲು ಬೇಕೇ ಬೇಕು. ನಾವು ಕೇಳುತ್ತಿರುವುದು ನಮ್ಮ ಹಕ್ಕನ್ನೇ ಹೊರತು ಭಿಕ್ಷೆಯನ್ನಲ್ಲ ಎಂದು ಹೇಳಿದೆ. ಸಾಕು ಕೇಂದ್ರದ ಅನ್ಯಾಯ, ಬೇಕು ಕರ್ನಾಟಕಕ್ಕೆ ನ್ಯಾಯ. ಕರ್ನಾಟಕಕ್ಕೆ ವಿಶೇಷ ಯೋಜನೆಗಳಿಲ್ಲ, ಕೇಂದ್ರ ಯೋಜನೆಗಳಿಗೆ ಪೂರಕ ಅನುದಾನವಿಲ್ಲ, ತೆರಿಗೆ ಹಂಚಿಕೆಯಲ್ಲಿ ನ್ಯಾಯವಿಲ್ಲ, ಇದು ಕಳೆದ ಕೆಲವು ವರ್ಷಗಳಿಂದ ಕರ್ನಾಟಕದ ಪಾಲಿಗೆ ಕೇಂದ್ರ ಬಜೆಟ್ಟಿನ ಚಿತ್ರಣವಾಗಿದೆ. ಈ ಬಾರಿ ಬಜೆಟ್ ನಲ್ಲಿ ನಮಗೆ ನ್ಯಾಯಯುತ ಪಾಲು ಬೇಕೇ ಬೇಕು. ನಾವು ಕೇಳುತ್ತಿರುವುದು ನಮ್ಮ ಹಕ್ಕನ್ನೇ ಹೊರತು ಭಿಕ್ಷೆಯನ್ನಲ್ಲ ಎಂದು ತಿಳಿಸಿದೆ. ಕೇಂದ್ರ ಸರ್ಕಾರ ಕನ್ನಡಿಗರಿಗೆ ಒಡೆದ ಕನ್ನಡಿಯನ್ನು ತೋರಿಸುತ್ತಿದೆ ಎಂದು ಹೇಳಿದೆ. ಕೇಂದ್ರ ಸರ್ಕಾರದ ಯೋಜನೆಗಳಿಗೆ ರಾಜ್ಯ ಸರ್ಕಾರ 23,402 ಕೋಟಿ ರೂ. ಹೊರೆಯಾಗಿದೆ. ಕೇಂದ್ರ ಸಚಿವೆ ನಿರ್ಮಲಾ ಸೀತಾರಾಮನ್ ಅವರು ಕಳೆದ ಐದು ವರ್ಷಗಳಿಂದ ಕರ್ನಾಟಕಕ್ಕೆ ದ್ರೋಹ ಬಗೆದಿದ್ದು, ಸಾಕು. ಈ ಬಾರಿ ಬಜೆಟ್ ನಲ್ಲಿಯಾದರೂ ಕರ್ನಾಟಕಕ್ಕೆ ನ್ಯಾಯ ಒದಗಿಸಲಿ.: [12, 274, 301, 719]
weather-box: [1234, 1184, 1490, 1362]
poster1-text: ಪ್ರತಿ ಬಜೆಟ್‌ನಲ್ಲೂ: [345, 553, 519, 587]
story1-lead: ಸಾಕು ಕೇಂದ್ರದ ಅನ್ಯಾಯ, ಬೇಕು ಕರ್ನಾಟಕಕ್ಕೆ ನ್ಯಾಯ. ಕರ್ನಾಟಕಕ್ಕೆ ವಿಶೇಷ ಯೋಜನೆಗಳಿಲ್ಲ, ಕೇಂದ್ರ ಯೋಜನೆಗಳಿಗೆ ಪೂರಕ ಅನುದಾನವಿಲ್ಲ, ತೆರಿಗೆ ಹಂಚಿಕೆಯಲ್ಲಿ ನ್ಯಾಯವಿಲ್ಲ, ಇದು ಕಳೆದ ಕೆಲವು ವರ್ಷಗಳಿಂದ ಕರ್ನಾಟಕದ ಪಾಲಿಗೆ ಕೇಂದ್ರ ಬಜೆಟ್ಟಿನ ಚಿತ್ರಣವಾಗಿದೆ.: [12, 274, 301, 346]
weather-table-2: ಮಂಗಳ : ಗರಿಷ್ಠ : 40°, ಕನಿಷ್ಠ : 32° ಬುಧ ಗರಿಷ್ಠ : 41°, ಕನಿಷ್ಠ : 30°: [1240, 1294, 1468, 1331]
emblem-icon: [968, 1766, 1018, 1816]
paper-name[interactable]: ಹೊಸಪೇಟೆ ಟೈಮ್ಸ್: [679, 8, 859, 42]
page-number: ಪುಟ-3: [1403, 11, 1467, 40]
government-notice: ಕರ್ನಾಟಕ ಸರ್ಕಾರ ಗ್ರಾಮೀಣಾಭಿವೃದ್ಧಿ & ಪಂಚಾಯತ್ ರಾಜ್ ಇಲಾಖೆ ಮುಖ್ಯ ಕಾರ್ಯನಿರ್ವಾಹಕ ಅಧಿಕಾರಿಗಳ ಕಾರ್ಯಾಲಯ ಜಿಲ್ಲಾ ಪಂಚಾಯತ್ ವಿಜಯನಗರ ಜಿಲ್ಲಾ ಪಂಚಾಯತ್ ಕಚೇರಿ, ಡಾ. ಪುನೀತ್ ರಾಜ್ ಕುಮಾರ್ ವೃತ್ತ, ಹೊಸಪೇಟೆ-583225 e-mail.ID- ceozpvijayanagara@gmail.com ಸಂ/ಜಿಪಂ/ವಿಜ/ಎ.ಎಂ/ಕೆ.ರಾ.ಕು.ಪ್ರ.ಕ್/01/2025-26 ದಿನಾಂಕ: 23.01.2026 ಪ್ರಕಟಣೆ ಕೇಂದ್ರ ಭಾರತ ಮಿಷನ್ (ಗ್ರಾ) & ಜಲ ಜೀವನ್ ಮಿಷನ್ ವಿವಿಧ ಘಟಕಗಳಡಿಯಲ್ಲಿ ಅನುಷ್ಠಾನಗೊಳಿಸುತ್ತಿರುವ Water Sanitation & Hygiene (WASH) Project Management Units (PMUs) ಅನುಷ್ಠಾನಗೊಳಿಸಲಾಗುತ್ತಿದೆ. Designation: SLWM consultant. No. of Post: 01. Education Qualification and Experience: BE-Environmental Engineering/BE Civil Engineering with Specialization in Environmental Science From recognized university only (no distance education). Experience: - 1. 3 years of Experience. 2.Those who have worked in Water & Sanitation/Rural Development sector will be given preference. Monthly Remuneration: 25,000/- Website:https://vijayanagara.nic.in Online ಮೂಲಕ ದಿನಾಂಕ:29.01.2026 ರಿಂದ 12.02.2026 ರವರೆಗೆ ಅರ್ಜಿ ಸಲ್ಲಿಸಬಹುದು. ಅರ್ಜಿ ಸಲ್ಲಿಸಲು ಅಗತ್ಯವಿರುವ ದಾಖಲೆಗಳ ವಿವರ: 1) ವಿದ್ಯಾರ್ಹತೆ ದಾಖಲೆಗಳು 2) ಅನುಭವ ಪ್ರಮಾಣ ಪತ್ರ 3) ಜಾತಿ ಪ್ರಮಾಣ ಪತ್ರ 4) ಆಧಾರ್ ಪ್ರತಿ 5) ಇತ್ತೀಚಿನ ಭಾವಚಿತ್ರ. ಅರ್ಜಿ ಸಲ್ಲಿಸಲು ಕೊನೆಯ ದಿನಾಂಕದ ನಂತರ ಬರುವ ಅರ್ಜಿಗಳನ್ನು ಪರಿಗಣಿಸಲಾಗುವುದಿಲ್ಲ. ಹೆಚ್ಚಿನ ಮಾಹಿತಿಗಾಗಿ ಕಚೇರಿ ವೇಳೆಯಲ್ಲಿ ಸಂಪರ್ಕಿಸಬಹುದು. ದೂರವಾಣಿ ಸಂಖ್ಯೆ: 8152887336 ವಾ.ಇ.ಸಂ.ಇ/ವಿಜಯನಗರ/2025-26/ ಕಿಯಾ ಎಂ.ಬಿಸಿ/ಅ.ಬ್ರ.ಸಂ/506 ಸಹಿ/-ಮುಖ್ಯ ಕಾರ್ಯನಿರ್ವಾಹಕ ಅಧಿಕಾರಿಗಳು ಜಿಲ್ಲಾ ಪಂಚಾಯತ್, ವಿಜಯನಗರ: [957, 1759, 1501, 2400]
